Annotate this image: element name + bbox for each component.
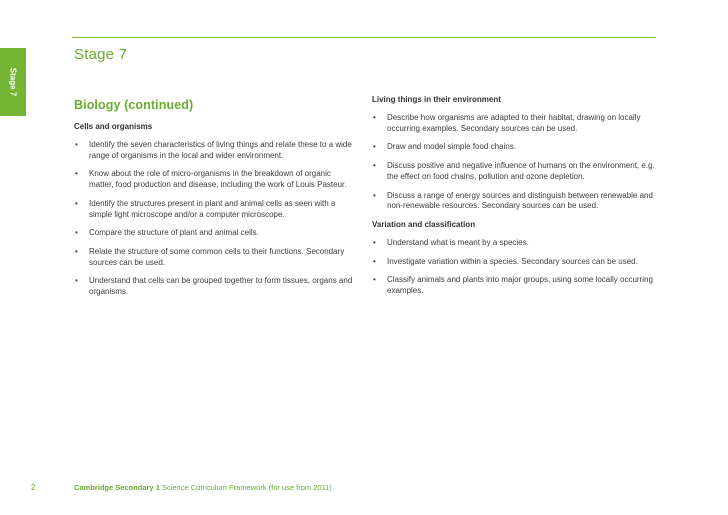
stage-title: Stage 7 — [74, 46, 128, 63]
list-item-text: Identify the structures present in plant and animal cells as seen with a simple light microscope and/or a computer microscope. — [89, 198, 336, 219]
bullet-icon: • — [373, 113, 376, 122]
footer — [74, 483, 332, 492]
bullet-icon: • — [373, 237, 376, 247]
bullet-icon: • — [75, 276, 78, 286]
list-item-text: Identify the seven characteristics of living things and relate these to a wide range of organisms in the local and wider environment. — [89, 140, 352, 160]
bullet-icon: • — [75, 246, 78, 256]
list-item — [74, 199, 356, 220]
list-item-text: Discuss a range of energy sources and distinguish between renewable and non-renewable resources. Secondary sources can be used. — [387, 190, 653, 211]
list-item — [372, 238, 656, 249]
bullet-icon: • — [373, 142, 376, 152]
list-item-text: Know about the role of micro-organisms in the breakdown of organic matter, food production and disease, including the work of Louis Pasteur. — [89, 169, 347, 190]
bullet-icon: • — [75, 198, 78, 208]
list-item-text: Understand what is meant by a species. — [387, 237, 529, 247]
side-tab-label: Stage 7 — [8, 67, 18, 97]
list-item — [372, 275, 656, 296]
subheading-cells-and-organisms: Cells and organisms — [74, 122, 153, 131]
list-item — [372, 257, 656, 268]
list-item-text: Understand that cells can be grouped together to form tissues, organs and organisms. — [89, 276, 353, 297]
section-title: Biology (continued) — [74, 98, 194, 112]
stage-side-tab — [0, 48, 26, 116]
bullet-icon: • — [373, 161, 376, 171]
subheading-living-things: Living things in their environment — [372, 95, 501, 104]
list-item — [372, 191, 656, 212]
list-item — [372, 161, 656, 182]
bullet-icon: • — [373, 275, 376, 285]
bullet-icon: • — [373, 190, 376, 200]
list-item — [372, 142, 656, 153]
bullet-list-variation — [372, 238, 656, 297]
bullet-list-environment — [372, 113, 656, 212]
list-item-text: Classify animals and plants into major groups, using some locally occurring examples. — [387, 275, 653, 296]
bullet-icon: • — [373, 256, 376, 266]
right-column — [372, 95, 656, 305]
list-item-text: Describe how organisms are adapted to their habitat, drawing on locally occurring examples. Secondary sources can be used. — [387, 113, 641, 133]
list-item — [74, 276, 356, 297]
bullet-list-cells — [74, 140, 356, 298]
list-item — [74, 228, 356, 239]
bullet-icon: • — [75, 169, 78, 179]
top-divider — [72, 37, 656, 38]
list-item-text: Compare the structure of plant and animal cells. — [89, 228, 259, 238]
list-item — [74, 140, 356, 161]
left-column — [74, 95, 356, 306]
list-item-text: Investigate variation within a species. Secondary sources can be used. — [387, 256, 638, 266]
footer-text: Science Curriculum Framework (for use from 2011) — [159, 483, 332, 492]
list-item — [74, 247, 356, 268]
footer-brand: Cambridge Secondary 1 — [74, 483, 160, 492]
subheading-variation: Variation and classification — [372, 219, 476, 229]
list-item-text: Draw and model simple food chains. — [387, 142, 516, 152]
list-item — [74, 169, 356, 190]
bullet-icon: • — [75, 228, 78, 238]
list-item-text: Relate the structure of some common cells to their functions. Secondary sources can be used. — [89, 246, 345, 267]
page-number: 2 — [31, 483, 36, 492]
bullet-icon: • — [75, 140, 78, 149]
list-item-text: Discuss positive and negative influence of humans on the environment, e.g. the effect on food chains, pollution and ozone depletion. — [387, 161, 655, 181]
list-item — [372, 113, 656, 134]
